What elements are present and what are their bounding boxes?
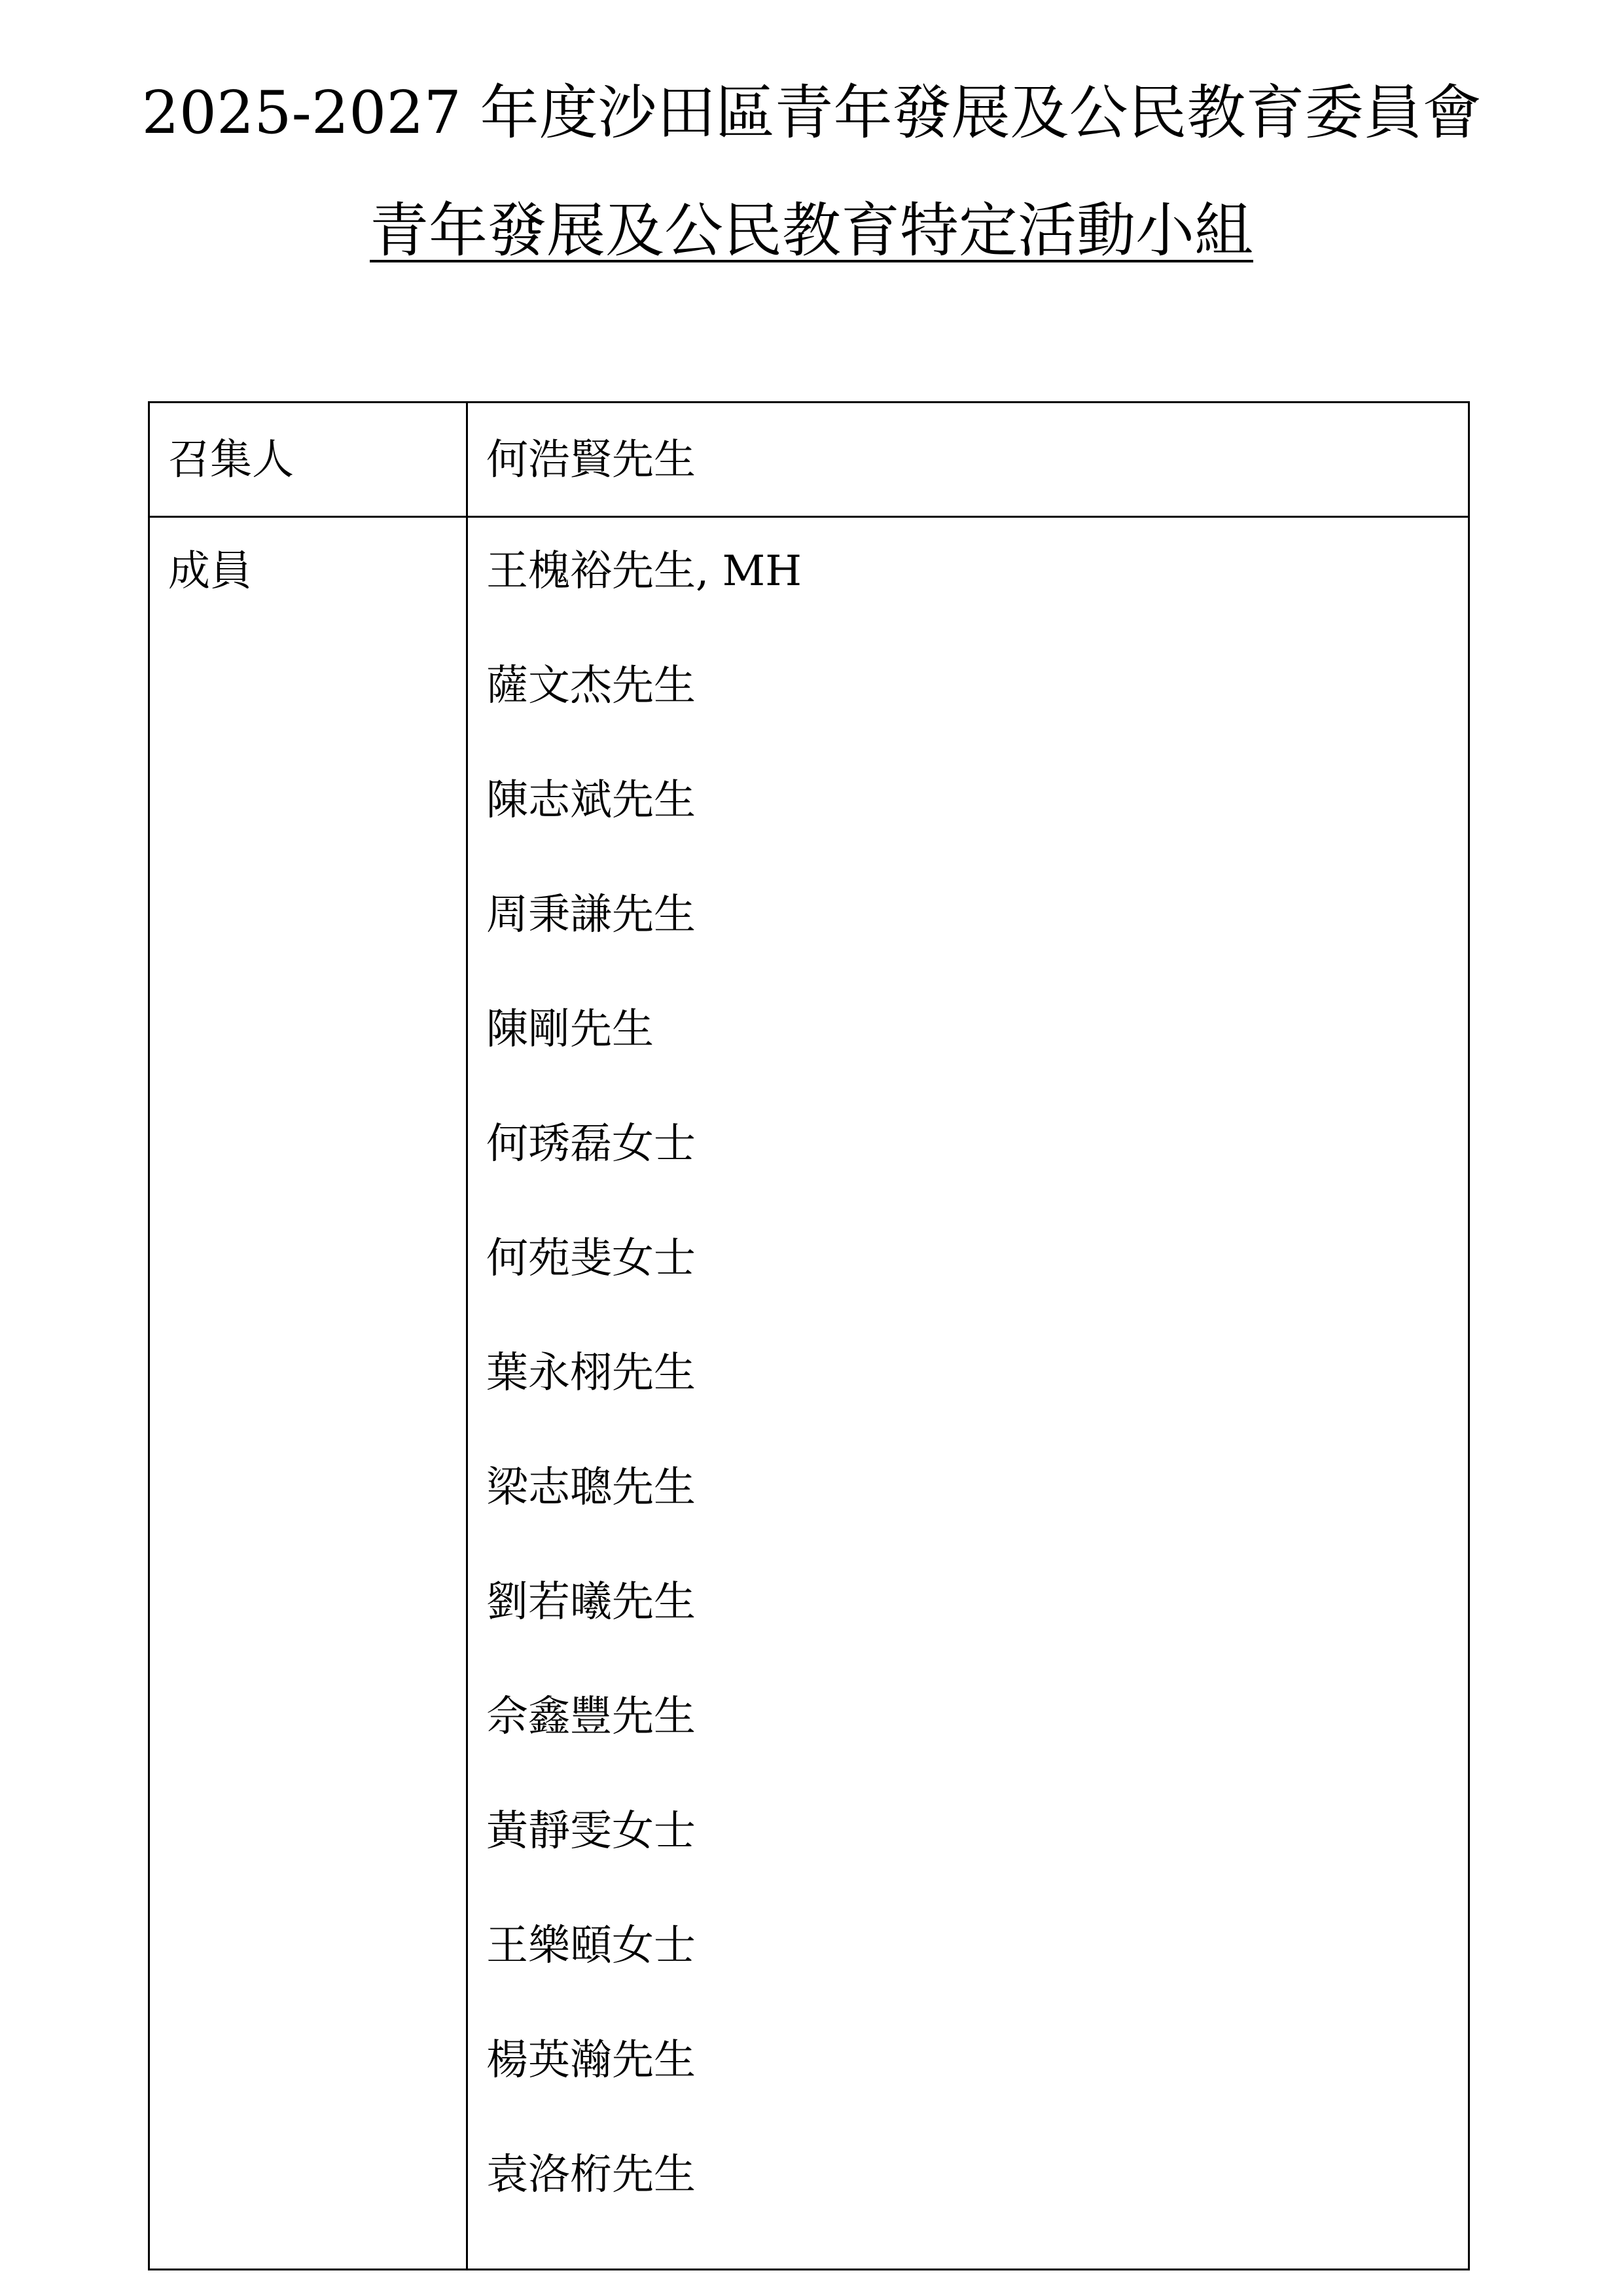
member-name: 陳剛先生	[486, 1005, 654, 1054]
member-name: 楊英瀚先生	[486, 2036, 696, 2085]
members-row	[149, 517, 1469, 2270]
members-names-cell	[467, 517, 1469, 2270]
member-name: 葉永栩先生	[486, 1349, 696, 1397]
member-name: 王槐裕先生, MH	[486, 547, 802, 596]
roster-table	[148, 401, 1470, 2270]
convenor-name-cell	[467, 403, 1469, 517]
document-subtitle: 青年發展及公民教育特定活動小組	[370, 196, 1253, 265]
document-title: 2025-2027 年度沙田區青年發展及公民教育委員會	[141, 79, 1482, 147]
member-name: 何苑斐女士	[486, 1234, 696, 1283]
member-name: 薩文杰先生	[486, 662, 696, 710]
member-name: 周秉謙先生	[486, 891, 696, 939]
member-name: 佘鑫豐先生	[486, 1693, 696, 1741]
convenor-name: 何浩賢先生	[486, 436, 696, 484]
member-name: 王樂頤女士	[486, 1922, 696, 1970]
convenor-row	[149, 403, 1469, 517]
member-name: 梁志聰先生	[486, 1463, 696, 1512]
member-name: 黃靜雯女士	[486, 1807, 696, 1856]
member-name: 陳志斌先生	[486, 776, 696, 825]
member-list	[486, 547, 1468, 2269]
member-name: 袁洛桁先生	[486, 2151, 696, 2199]
member-name: 何琇磊女士	[486, 1120, 696, 1168]
member-name: 劉若曦先生	[486, 1578, 696, 1626]
members-label: 成員	[168, 547, 252, 596]
members-label-cell	[149, 517, 467, 2270]
convenor-label-cell	[149, 403, 467, 517]
convenor-label: 召集人	[168, 436, 294, 484]
